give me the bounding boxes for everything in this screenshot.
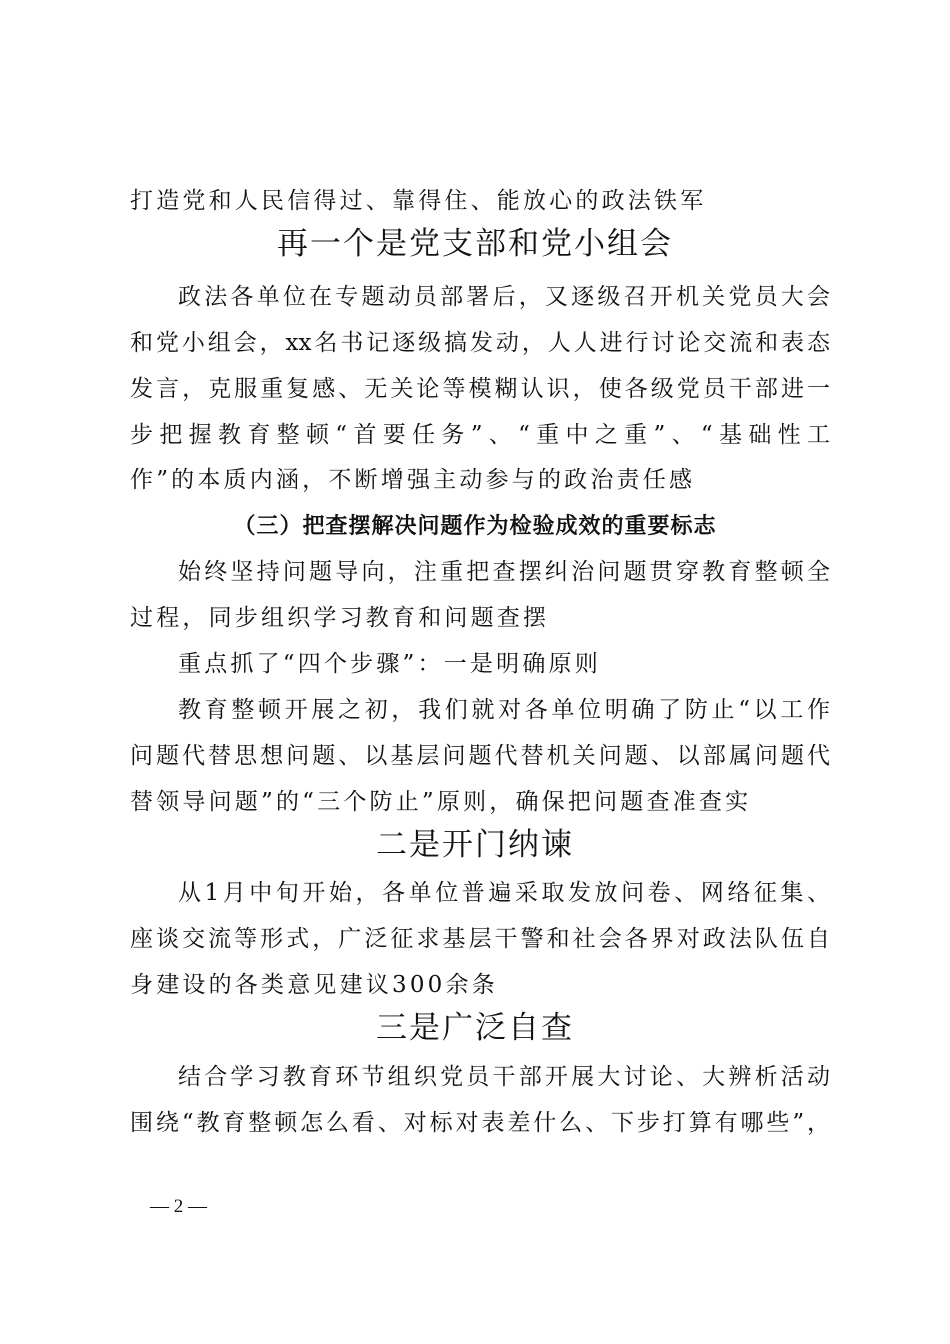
paragraph-line: 重点抓了“四个步骤”：一是明确原则 (178, 651, 601, 677)
section-heading: 再一个是党支部和党小组会 (277, 226, 673, 262)
paragraph-line: 教育整顿开展之初，我们就对各单位明确了防止“以工作 (178, 697, 830, 723)
paragraph-line: 和党小组会，xx名书记逐级搞发动，人人进行讨论交流和表态 (130, 330, 830, 356)
paragraph-line: 结合学习教育环节组织党员干部开展大讨论、大辨析活动 (178, 1064, 830, 1090)
paragraph-line: 身建设的各类意见建议300余条 (130, 972, 498, 998)
paragraph-line: 围绕“教育整顿怎么看、对标对表差什么、下步打算有哪些”， (130, 1110, 830, 1136)
section-heading: 二是开门纳谏 (376, 827, 574, 863)
paragraph-line: 打造党和人民信得过、靠得住、能放心的政法铁军 (130, 188, 707, 214)
subsection-heading: （三）把查摆解决问题作为检验成效的重要标志 (233, 513, 717, 539)
paragraph-line: 过程，同步组织学习教育和问题查摆 (130, 605, 550, 631)
page-number: — 2 — (150, 1196, 207, 1217)
paragraph-line: 发言，克服重复感、无关论等模糊认识，使各级党员干部进一 (130, 376, 830, 402)
paragraph-line: 步把握教育整顿“首要任务”、“重中之重”、“基础性工 (130, 422, 830, 448)
paragraph-line: 座谈交流等形式，广泛征求基层干警和社会各界对政法队伍自 (130, 926, 830, 952)
section-heading: 三是广泛自查 (376, 1010, 574, 1046)
paragraph-line: 问题代替思想问题、以基层问题代替机关问题、以部属问题代 (130, 743, 830, 769)
paragraph-line: 政法各单位在专题动员部署后，又逐级召开机关党员大会 (178, 284, 830, 310)
paragraph-line: 替领导问题”的“三个防止”原则，确保把问题查准查实 (130, 789, 752, 815)
paragraph-line: 作”的本质内涵，不断增强主动参与的政治责任感 (130, 467, 696, 493)
paragraph-line: 从1月中旬开始，各单位普遍采取发放问卷、网络征集、 (178, 880, 830, 906)
paragraph-line: 始终坚持问题导向，注重把查摆纠治问题贯穿教育整顿全 (178, 559, 830, 585)
